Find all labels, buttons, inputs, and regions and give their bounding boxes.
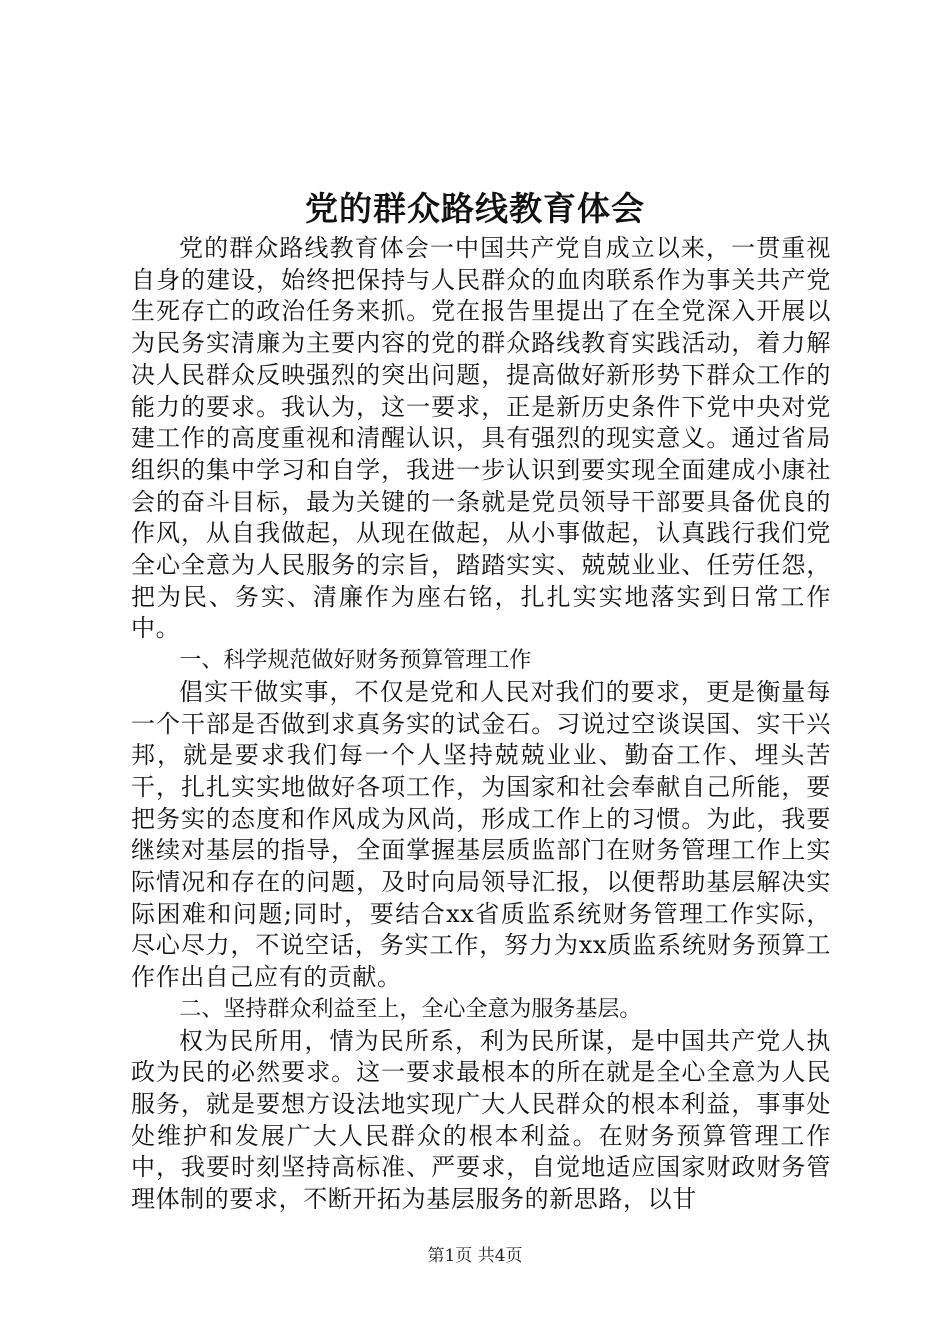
paragraph-section-2: 权为民所用，情为民所系，利为民所谋，是中国共产党人执政为民的必然要求。这一要求最根本的所在就是全心全意为人民服务，就是要想方设法地实现广大人民群众的根本利益，事事处处维护和发展广大人民群众的根本利益。在财务预算管理工作中，我要时刻坚持高标准、严要求，自觉地适应国家财政财务管理体制的要求，不断开拓为基层服务的新思路，以甘 [131, 1026, 831, 1214]
section-heading-2: 二、坚持群众利益至上，全心全意为服务基层。 [179, 996, 642, 1022]
section-heading-1: 一、科学规范做好财务预算管理工作 [179, 648, 532, 674]
page-footer: 第1页 共4页 [427, 1246, 523, 1266]
document-body [131, 233, 831, 1216]
paragraph-intro: 党的群众路线教育体会一中国共产党自成立以来，一贯重视自身的建设，始终把保持与人民群众的血肉联系作为事关共产党生死存亡的政治任务来抓。党在报告里提出了在全党深入开展以为民务实清廉为主要内容的党的群众路线教育实践活动，着力解决人民群众反映强烈的突出问题，提高做好新形势下群众工作的能力的要求。我认为，这一要求，正是新历史条件下党中央对党建工作的高度重视和清醒认识，具有强烈的现实意义。通过省局组织的集中学习和自学，我进一步认识到要实现全面建成小康社会的奋斗目标，最为关键的一条就是党员领导干部要具备优良的作风，从自我做起，从现在做起，从小事做起，认真践行我们党全心全意为人民服务的宗旨，踏踏实实、兢兢业业、任劳任怨，把为民、务实、清廉作为座右铭，扎扎实实地落实到日常工作中。 [131, 234, 831, 643]
document-title: 党的群众路线教育体会 [305, 189, 645, 228]
paragraph-section-1: 倡实干做实事，不仅是党和人民对我们的要求，更是衡量每一个干部是否做到求真务实的试金石。习说过空谈误国、实干兴邦，就是要求我们每一个人坚持兢兢业业、勤奋工作、埋头苦干，扎扎实实地做好各项工作，为国家和社会奉献自己所能，要把务实的态度和作风成为风尚，形成工作上的习惯。为此，我要继续对基层的指导，全面掌握基层质监部门在财务管理工作上实际情况和存在的问题，及时向局领导汇报，以便帮助基层解决实际困难和问题;同时，要结合xx省质监系统财务管理工作实际，尽心尽力，不说空话，务实工作，努力为xx质监系统财务预算工作作出自己应有的贡献。 [131, 677, 831, 992]
